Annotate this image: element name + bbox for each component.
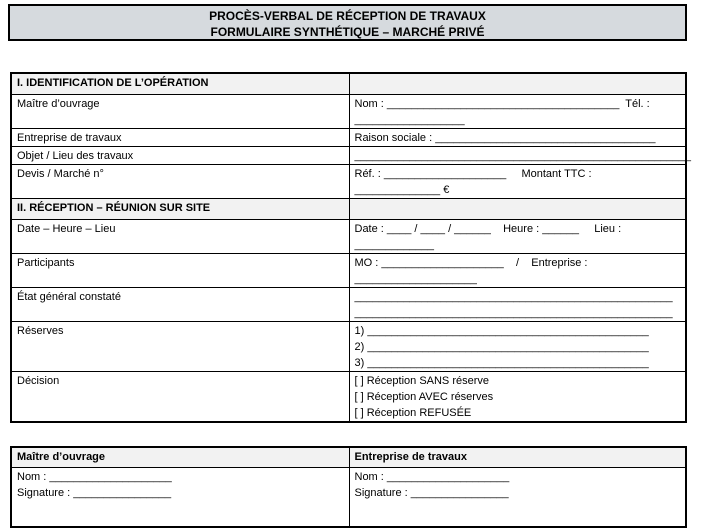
field-value-maitre-ouvrage <box>349 94 686 128</box>
section-identification-header: I. IDENTIFICATION DE L’OPÉRATION <box>11 73 349 94</box>
field-label-decision: Décision <box>11 371 349 422</box>
signature-signature-line: Signature : ________________ <box>17 486 172 499</box>
field-label-entreprise: Entreprise de travaux <box>11 128 349 146</box>
section-reception-header: II. RÉCEPTION – RÉUNION SUR SITE <box>11 198 349 219</box>
form-title-line1: PROCÈS-VERBAL DE RÉCEPTION DE TRAVAUX <box>209 9 486 23</box>
main-form-table <box>10 72 691 423</box>
section-reception-row <box>11 198 686 219</box>
field-label-participants: Participants <box>11 253 349 287</box>
field-value-etat-general <box>349 287 686 321</box>
reserve-line-1: 1) ______________________________________________ <box>354 324 649 337</box>
form-title-box <box>8 4 687 41</box>
field-value-reserves <box>349 321 686 371</box>
signature-nom-line: Nom : ____________________ <box>17 470 172 483</box>
field-value-date-heure-lieu <box>349 219 686 253</box>
value-line: ____________________ <box>354 272 477 285</box>
section-identification-row <box>11 73 686 94</box>
form-title-line2: FORMULAIRE SYNTHÉTIQUE – MARCHÉ PRIVÉ <box>210 25 485 39</box>
field-label-maitre-ouvrage: Maître d’ouvrage <box>11 94 349 128</box>
table-row <box>11 371 686 422</box>
section-reception-empty-cell <box>349 198 686 219</box>
field-value-entreprise <box>349 128 686 146</box>
value-line: MO : ____________________ / Entreprise : <box>354 256 588 269</box>
table-row <box>11 146 686 164</box>
value-line: ____________________________________________________ <box>354 306 673 319</box>
field-value-participants <box>349 253 686 287</box>
table-row <box>11 287 686 321</box>
value-line: __________________ <box>354 113 465 126</box>
field-value-decision <box>349 371 686 422</box>
value-line: Nom : ______________________________________ Tél. : <box>354 97 650 110</box>
field-label-objet-lieu: Objet / Lieu des travaux <box>11 146 349 164</box>
value-line: Raison sociale : ____________________________________ <box>354 131 656 144</box>
decision-option-avec-reserves: [ ] Réception AVEC réserves <box>354 390 494 403</box>
table-row <box>11 94 686 128</box>
signature-table <box>10 446 687 528</box>
decision-option-refusee: [ ] Réception REFUSÉE <box>354 406 472 419</box>
decision-option-sans-reserve: [ ] Réception SANS réserve <box>354 374 490 387</box>
reserve-line-3: 3) ______________________________________________ <box>354 356 649 369</box>
field-label-date-heure-lieu: Date – Heure – Lieu <box>11 219 349 253</box>
table-row <box>11 128 686 146</box>
value-line: ____________________________________________________ <box>354 290 673 303</box>
field-label-reserves: Réserves <box>11 321 349 371</box>
table-row <box>11 253 686 287</box>
signature-cell-entreprise <box>349 467 686 527</box>
value-line: Date : ____ / ____ / ______ Heure : ______ Lieu : <box>354 222 622 235</box>
field-value-objet-lieu <box>349 146 691 164</box>
field-label-etat-general: État général constaté <box>11 287 349 321</box>
field-value-devis-marche <box>349 164 686 198</box>
field-label-devis-marche: Devis / Marché n° <box>11 164 349 198</box>
signature-header-entreprise: Entreprise de travaux <box>349 447 686 467</box>
value-line: Réf. : ____________________ Montant TTC : <box>354 167 592 180</box>
table-row <box>11 164 686 198</box>
value-line: _______________________________________________________ <box>354 149 691 162</box>
signature-header-maitre-ouvrage: Maître d’ouvrage <box>11 447 349 467</box>
table-row <box>11 321 686 371</box>
signature-cell-maitre-ouvrage <box>11 467 349 527</box>
value-line: _____________ <box>354 238 435 251</box>
section-identification-empty-cell <box>349 73 686 94</box>
signature-body-row <box>11 467 686 527</box>
table-row <box>11 219 686 253</box>
signature-nom-line: Nom : ____________________ <box>354 470 510 483</box>
value-line: ______________ € <box>354 183 450 196</box>
reserve-line-2: 2) ______________________________________________ <box>354 340 649 353</box>
signature-signature-line: Signature : ________________ <box>354 486 509 499</box>
signature-header-row <box>11 447 686 467</box>
